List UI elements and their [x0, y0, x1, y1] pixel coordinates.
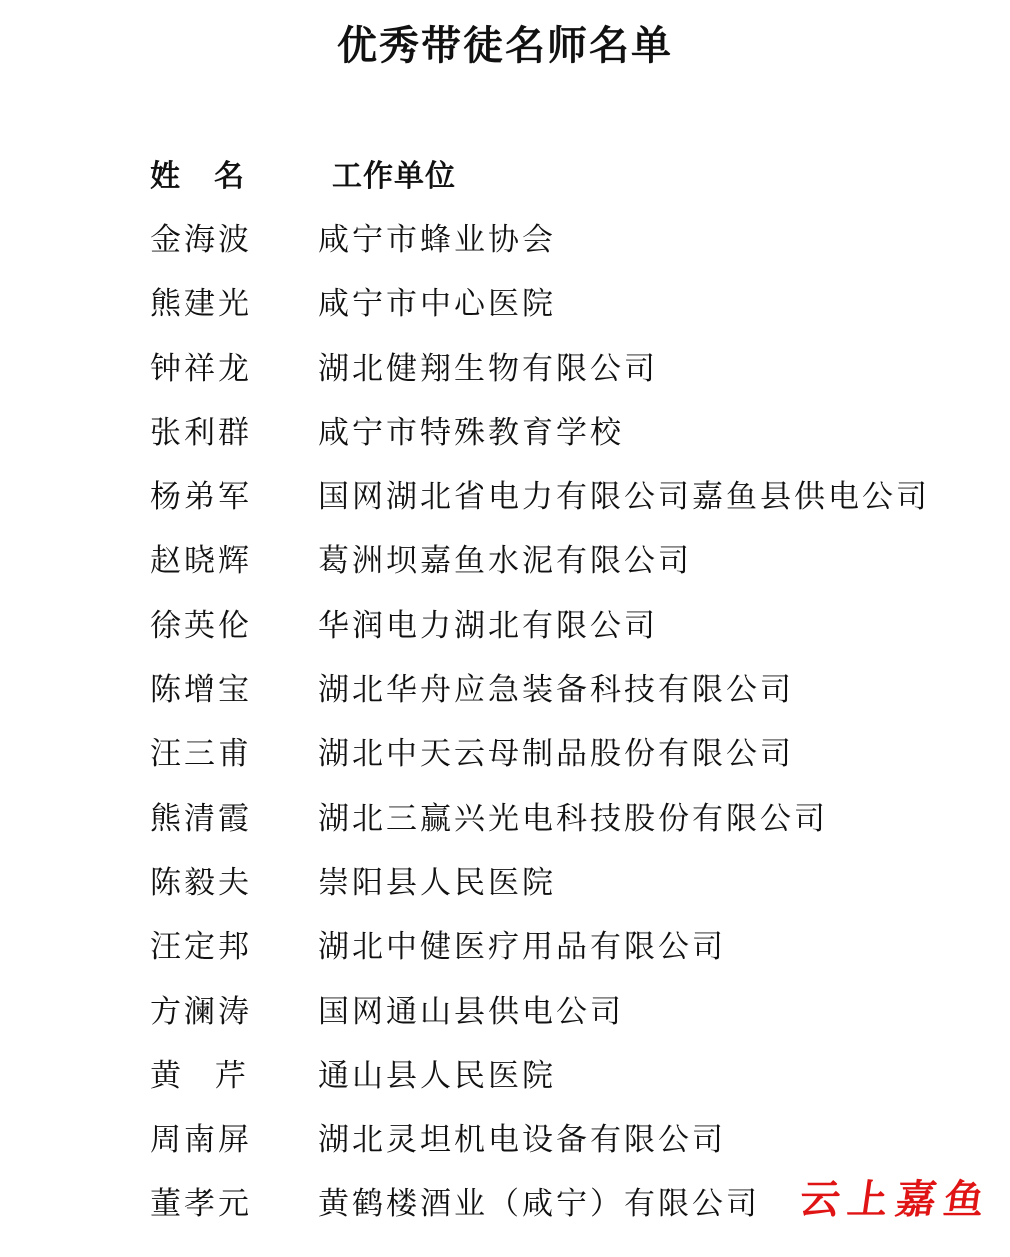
- list-item: [150, 533, 930, 597]
- list-item: [150, 598, 930, 662]
- person-name: 周南屏: [150, 1122, 252, 1159]
- list-item: [150, 1112, 930, 1176]
- work-unit: 咸宁市特殊教育学校: [318, 414, 624, 451]
- table-header: [150, 152, 930, 202]
- watermark-logo: 云上嘉鱼: [796, 1176, 996, 1223]
- person-name: 金海波: [150, 222, 252, 258]
- work-unit: 崇阳县人民医院: [318, 864, 556, 901]
- work-unit: 湖北中健医疗用品有限公司: [318, 929, 726, 966]
- person-name: 张利群: [150, 414, 252, 451]
- header-unit-label: 工作单位: [332, 159, 456, 194]
- list-item: [150, 855, 930, 919]
- person-name: 徐英伦: [150, 607, 252, 644]
- work-unit: 国网通山县供电公司: [318, 993, 624, 1030]
- person-name: 杨弟军: [150, 479, 252, 516]
- person-name: 汪定邦: [150, 929, 252, 966]
- work-unit: 黄鹤楼酒业（咸宁）有限公司: [318, 1186, 760, 1223]
- page-title: 优秀带徒名师名单: [337, 22, 673, 69]
- work-unit: 湖北中天云母制品股份有限公司: [318, 736, 794, 773]
- work-unit: 咸宁市蜂业协会: [318, 222, 556, 258]
- header-name-label: 姓名: [150, 159, 278, 194]
- person-name: 黄芹: [150, 1057, 280, 1094]
- person-name: 董孝元: [150, 1186, 252, 1223]
- person-name: 熊清霞: [150, 800, 252, 837]
- list-item: [150, 1048, 930, 1112]
- work-unit: 湖北华舟应急装备科技有限公司: [318, 672, 794, 709]
- work-unit: 咸宁市中心医院: [318, 286, 556, 323]
- person-name: 方澜涛: [150, 993, 252, 1030]
- list-item: [150, 405, 930, 469]
- list-item: [150, 276, 930, 340]
- person-name: 汪三甫: [150, 736, 252, 773]
- work-unit: 国网湖北省电力有限公司嘉鱼县供电公司: [318, 479, 930, 516]
- list-item: [150, 984, 930, 1048]
- work-unit: 湖北三赢兴光电科技股份有限公司: [318, 800, 828, 837]
- list-item: [150, 791, 930, 855]
- work-unit: 葛洲坝嘉鱼水泥有限公司: [318, 543, 692, 580]
- list-item: [150, 341, 930, 405]
- work-unit: 湖北灵坦机电设备有限公司: [318, 1122, 726, 1159]
- list-item: [150, 469, 930, 533]
- list-item: [150, 726, 930, 790]
- person-name: 钟祥龙: [150, 350, 252, 387]
- work-unit: 湖北健翔生物有限公司: [318, 350, 658, 387]
- person-name: 熊建光: [150, 286, 252, 323]
- work-unit: 华润电力湖北有限公司: [318, 607, 658, 644]
- list-item: [150, 212, 930, 276]
- person-name: 陈毅夫: [150, 864, 252, 901]
- person-name: 赵晓辉: [150, 543, 252, 580]
- work-unit: 通山县人民医院: [318, 1057, 556, 1094]
- person-name: 陈增宝: [150, 672, 252, 709]
- list-item: [150, 662, 930, 726]
- name-list: [150, 212, 930, 1241]
- list-item: [150, 919, 930, 983]
